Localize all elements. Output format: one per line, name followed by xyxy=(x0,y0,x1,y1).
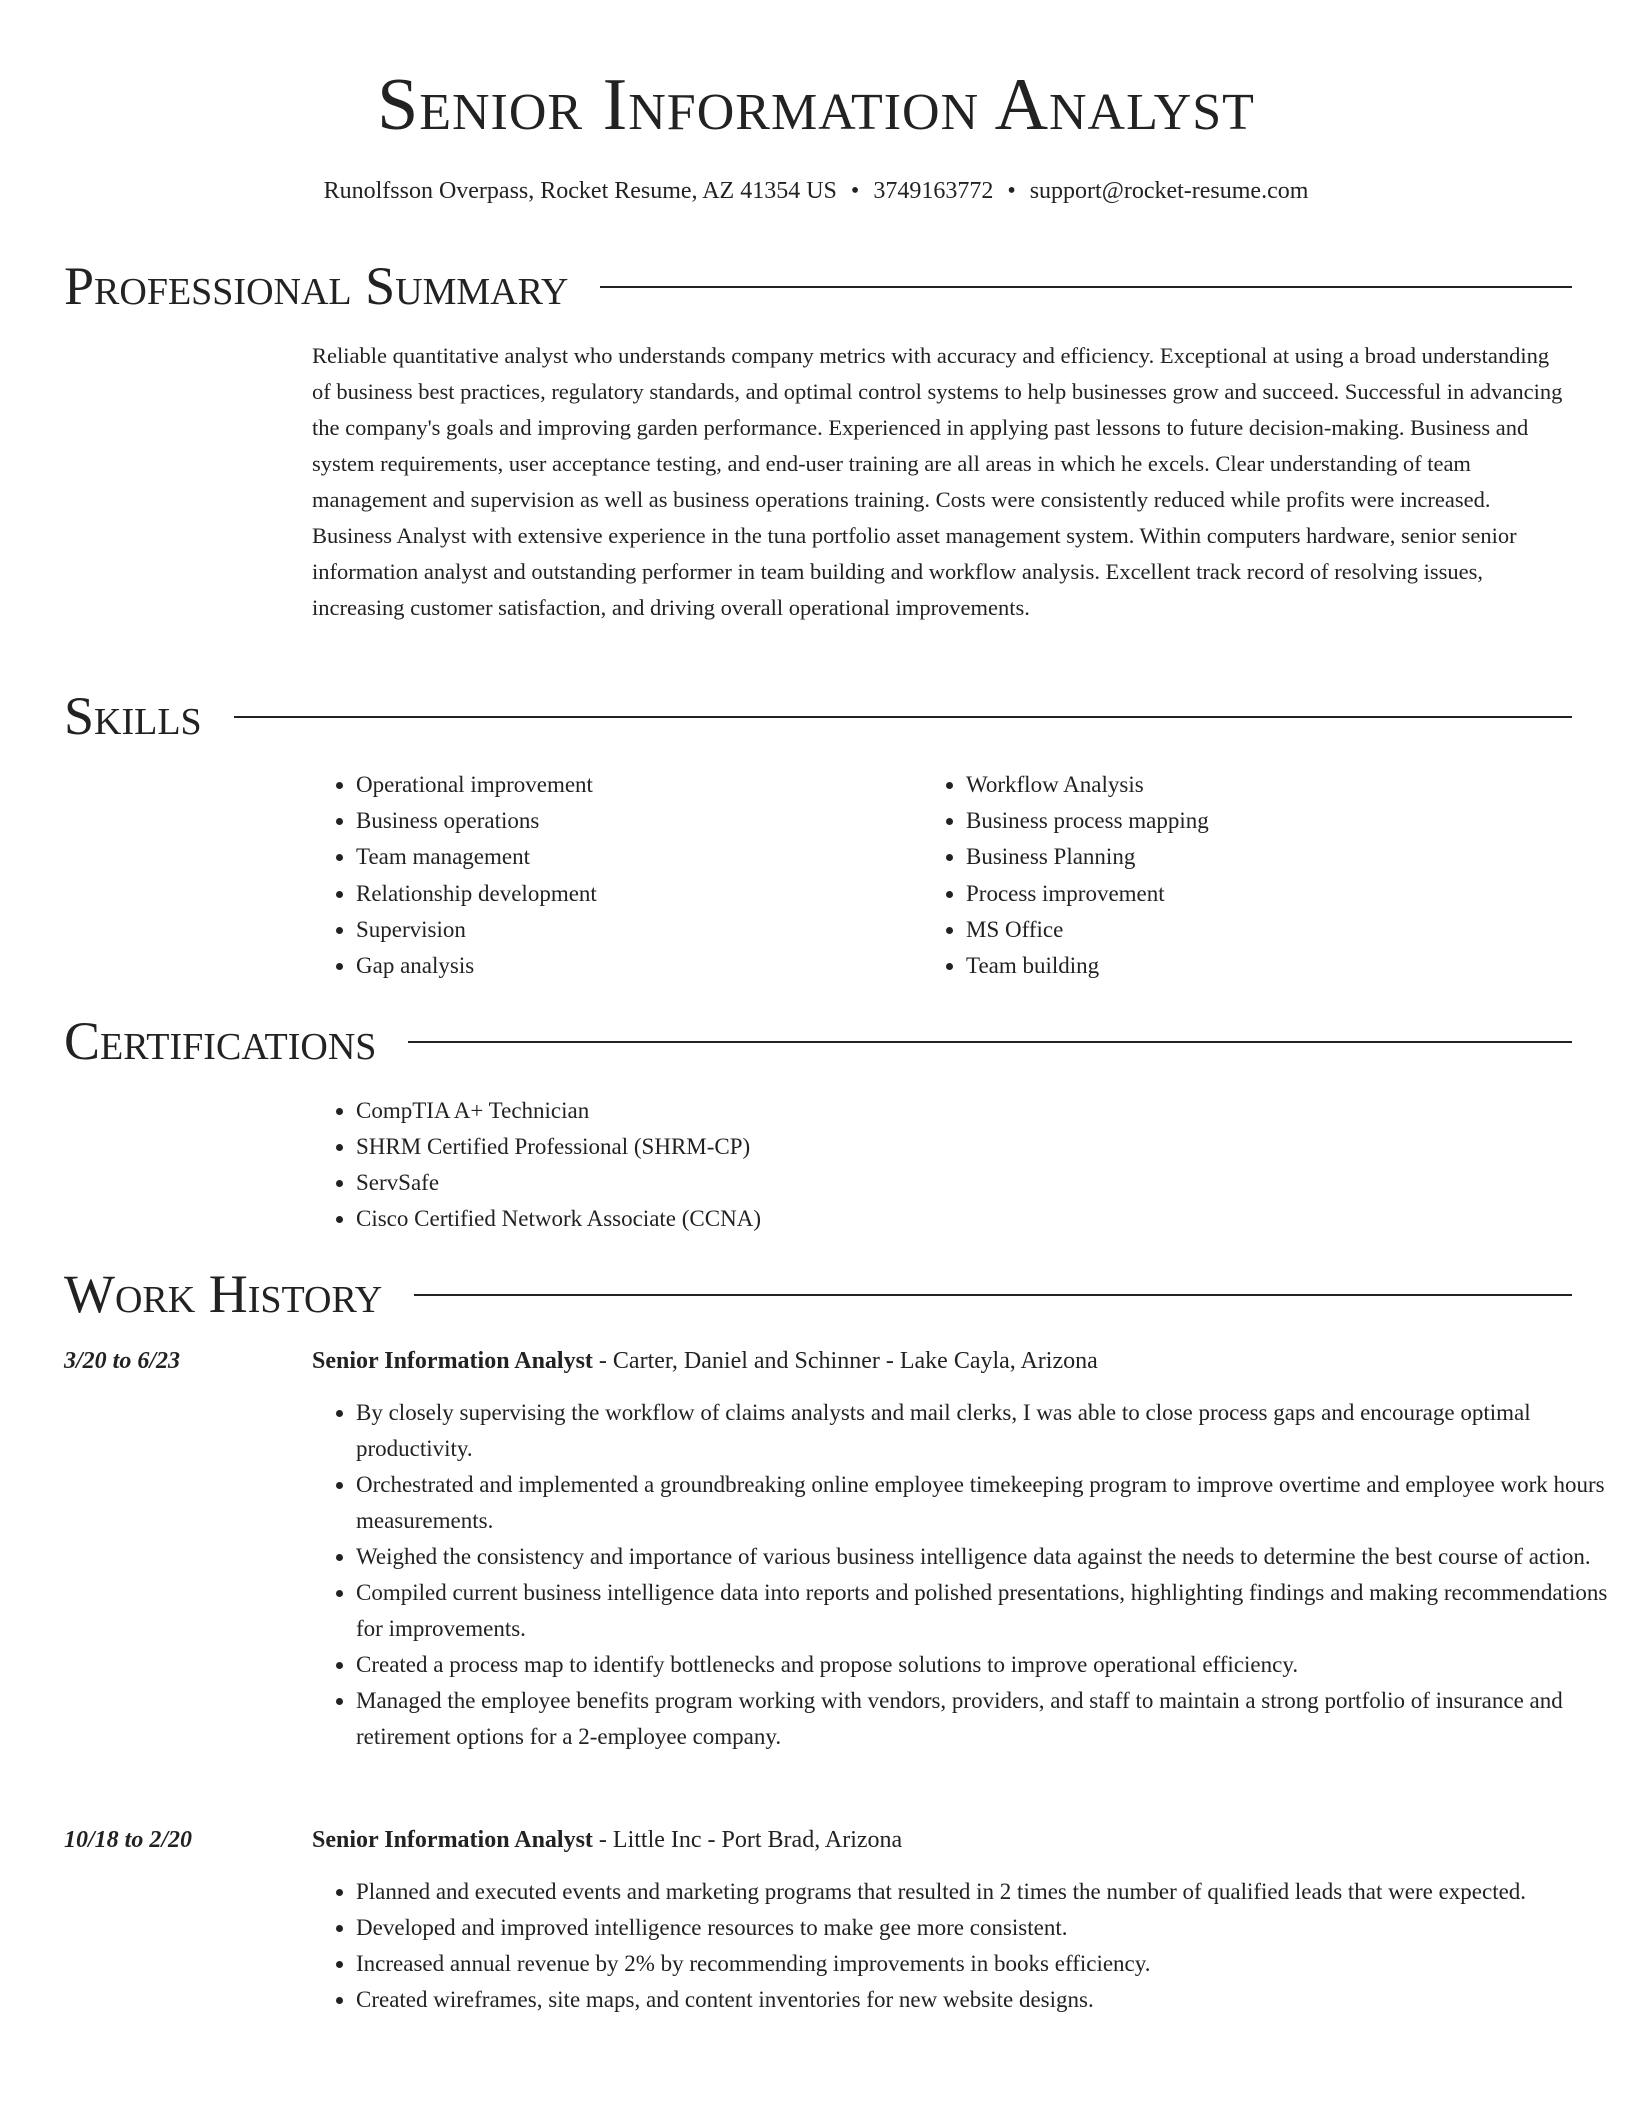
skills-list-left xyxy=(312,767,892,984)
skill-item: • Workflow Analysis xyxy=(966,767,1502,803)
job-bullet: • Developed and improved intelligence resources to make gee more consistent. xyxy=(356,1910,1612,1946)
skill-item: • Gap analysis xyxy=(356,948,892,984)
job-bullet: • By closely supervising the workflow of claims analysts and mail clerks, I was able to close process gaps and encourage optimal productivity. xyxy=(356,1395,1612,1467)
job-bullet: • Compiled current business intelligence data into reports and polished presentations, highlighting findings and making recommendations for improvements. xyxy=(356,1575,1612,1647)
contact-address: Runolfsson Overpass, Rocket Resume, AZ 41354 US xyxy=(323,178,837,204)
contact-line xyxy=(0,174,1632,208)
skill-item: • MS Office xyxy=(966,912,1502,948)
section-divider xyxy=(600,286,1572,288)
work-history-section-header xyxy=(64,1262,1572,1326)
certification-item: • SHRM Certified Professional (SHRM-CP) xyxy=(356,1129,1312,1165)
contact-email: support@rocket-resume.com xyxy=(1029,178,1309,204)
job-bullet: • Planned and executed events and marketing programs that resulted in 2 times the number of qualified leads that were expected. xyxy=(356,1874,1612,1910)
section-heading: Work History xyxy=(64,1264,383,1324)
job-dates: 3/20 to 6/23 xyxy=(64,1348,181,1374)
certifications-list xyxy=(312,1093,1312,1237)
contact-phone: 3749163772 xyxy=(873,178,994,204)
job-employer-location: - Carter, Daniel and Schinner - Lake Cayla, Arizona xyxy=(592,1348,1098,1374)
skill-item: • Business Planning xyxy=(966,839,1502,875)
job-bullet-list xyxy=(312,1395,1612,1755)
job-bullet: • Created a process map to identify bottlenecks and propose solutions to improve operational efficiency. xyxy=(356,1647,1612,1683)
skill-item: • Team management xyxy=(356,839,892,875)
candidate-name: Senior Information Analyst xyxy=(377,64,1255,146)
job-dates: 10/18 to 2/20 xyxy=(64,1827,193,1853)
skill-item: • Team building xyxy=(966,948,1502,984)
certification-item: • CompTIA A+ Technician xyxy=(356,1093,1312,1129)
certification-item: • ServSafe xyxy=(356,1165,1312,1201)
summary-text: Reliable quantitative analyst who understands company metrics with accuracy and efficiency. Exceptional at using a broad understanding of business best practices, regulatory standards, and optimal control systems to help businesses grow and succeed. Successful in advancing the company's goals and improving garden performance. Experienced in applying past lessons to future decision-making. Business and system requirements, user acceptance testing, and end-user training are all areas in which he excels. Clear understanding of team management and supervision as well as business operations training. Costs were consistently reduced while profits were increased. Business Analyst with extensive experience in the tuna portfolio asset management system. Within computers hardware, senior senior information analyst and outstanding performer in team building and workflow analysis. Excellent track record of resolving issues, increasing customer satisfaction, and driving overall operational improvements. xyxy=(312,343,1563,620)
section-heading: Certifications xyxy=(64,1011,377,1071)
job-heading xyxy=(312,1822,902,1858)
job-bullet-list xyxy=(312,1874,1612,2018)
skills-list-right xyxy=(922,767,1502,984)
skills-section-header xyxy=(64,684,1572,748)
section-divider xyxy=(408,1041,1572,1043)
section-heading: Professional Summary xyxy=(64,256,569,316)
skill-item: • Operational improvement xyxy=(356,767,892,803)
job-heading xyxy=(312,1343,1098,1379)
certifications-section-header xyxy=(64,1009,1572,1073)
skill-item: • Business process mapping xyxy=(966,803,1502,839)
job-bullet: • Managed the employee benefits program working with vendors, providers, and staff to maintain a strong portfolio of insurance and retirement options for a 2-employee company. xyxy=(356,1683,1612,1755)
job-title: Senior Information Analyst xyxy=(312,1348,593,1374)
job-bullet: • Created wireframes, site maps, and content inventories for new website designs. xyxy=(356,1982,1612,2018)
job-bullet: • Orchestrated and implemented a groundbreaking online employee timekeeping program to improve overtime and employee work hours measurements. xyxy=(356,1467,1612,1539)
skill-item: • Relationship development xyxy=(356,876,892,912)
certification-item: • Cisco Certified Network Associate (CCNA) xyxy=(356,1201,1312,1237)
section-heading: Skills xyxy=(64,686,202,746)
job-bullet: • Weighed the consistency and importance of various business intelligence data against the needs to determine the best course of action. xyxy=(356,1539,1612,1575)
job-title: Senior Information Analyst xyxy=(312,1827,593,1853)
skill-item: • Process improvement xyxy=(966,876,1502,912)
job-employer-location: - Little Inc - Port Brad, Arizona xyxy=(592,1827,903,1853)
job-bullet: • Increased annual revenue by 2% by recommending improvements in books efficiency. xyxy=(356,1946,1612,1982)
job-entry xyxy=(64,1822,1572,2012)
contact-separator: • xyxy=(850,178,860,204)
skill-item: • Business operations xyxy=(356,803,892,839)
skill-item: • Supervision xyxy=(356,912,892,948)
section-divider xyxy=(414,1294,1572,1296)
job-entry xyxy=(64,1343,1608,1749)
contact-separator: • xyxy=(1007,178,1016,204)
summary-section-header xyxy=(64,254,1572,318)
section-divider xyxy=(234,716,1572,718)
